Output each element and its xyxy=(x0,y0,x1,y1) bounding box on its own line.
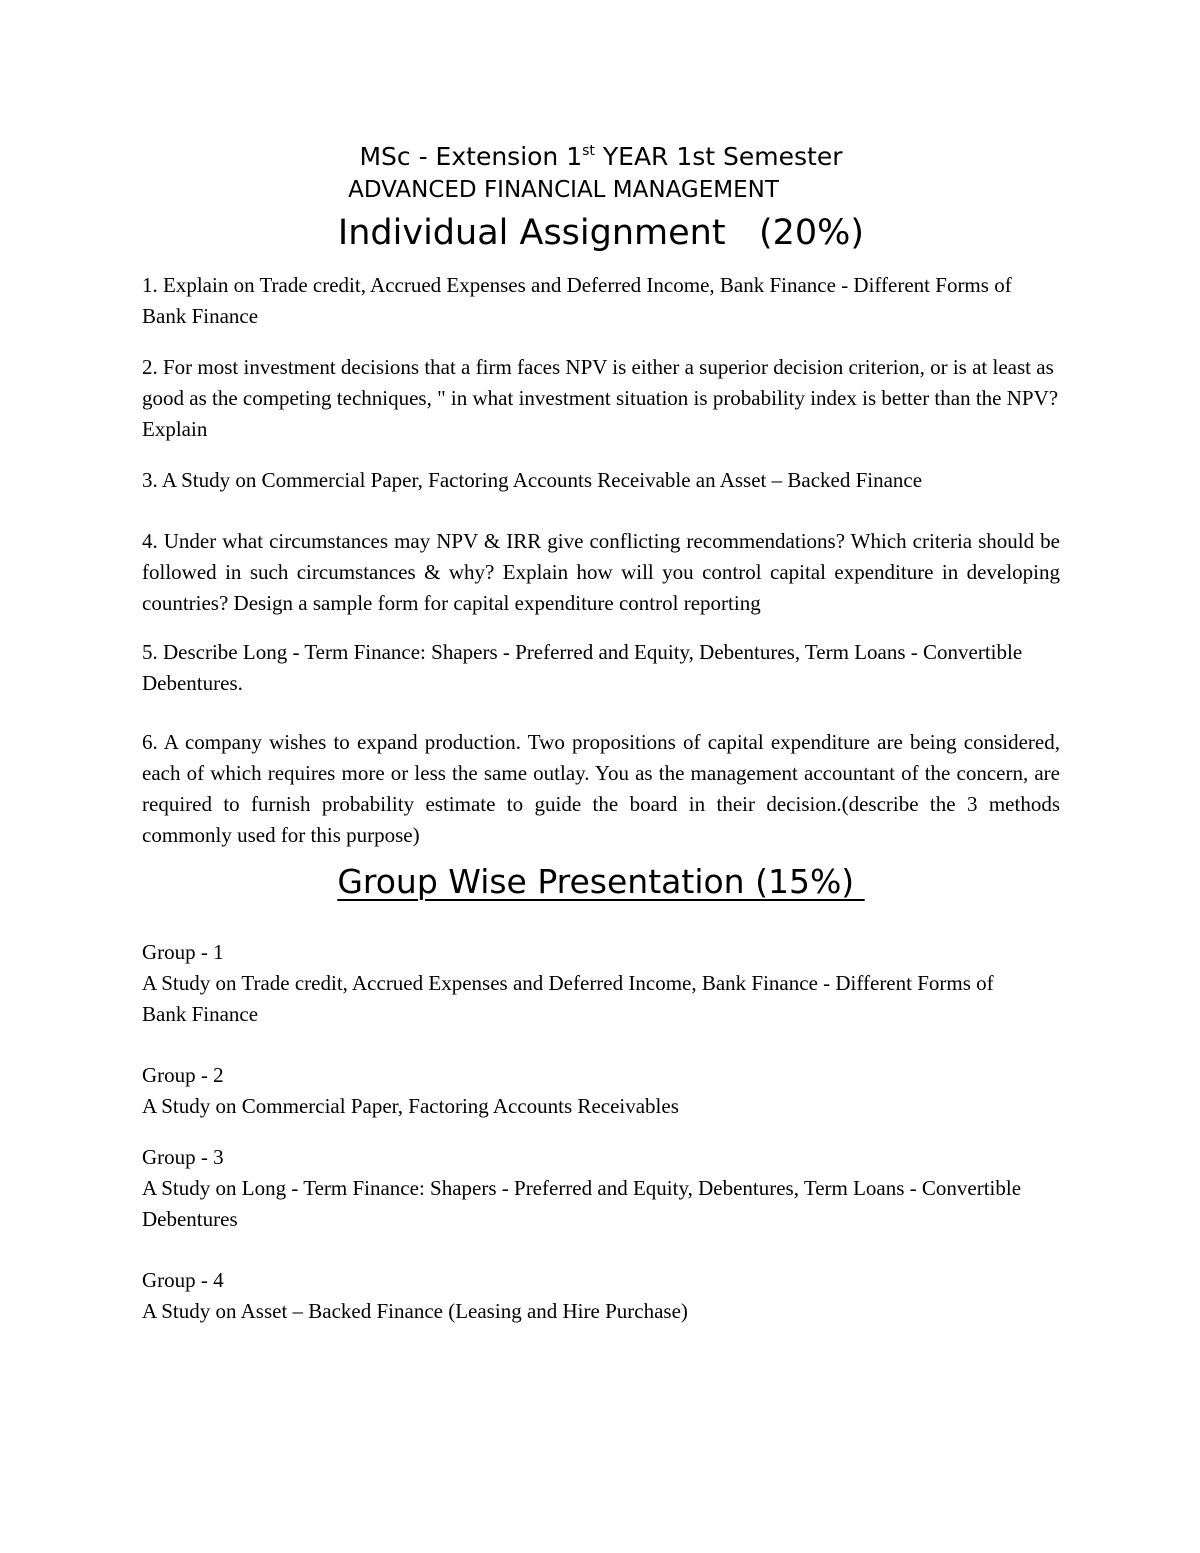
assignment-title: Individual Assignment (20%) xyxy=(337,213,865,253)
group-item xyxy=(142,937,1060,1030)
ordinal-superscript: st xyxy=(582,143,595,159)
document-header xyxy=(142,140,1060,258)
group-item xyxy=(142,1142,1060,1235)
question-2: 2. For most investment decisions that a firm faces NPV is either a superior decision criterion, or is at least as good as the competing techniques, " in what investment situation is probability index is better than the NPV? Explain xyxy=(142,355,1059,441)
question-3: 3. A Study on Commercial Paper, Factoring Accounts Receivable an Asset – Backed Finance xyxy=(142,468,923,492)
group-label: Group - 1 xyxy=(142,940,224,964)
question-4: 4. Under what circumstances may NPV & IRR give conflicting recommendations? Which criteria should be followed in such circumstances & why? Explain how will you control capital expenditure in developing countries? Design a sample form for capital expenditure control reporting xyxy=(142,529,1060,615)
program-title xyxy=(142,140,1060,174)
group-description: A Study on Asset – Backed Finance (Leasing and Hire Purchase) xyxy=(142,1299,688,1323)
question-5: 5. Describe Long - Term Finance: Shapers - Preferred and Equity, Debentures, Term Loans - Convertible Debentures. xyxy=(142,640,1023,695)
group-item xyxy=(142,1265,1060,1327)
group-section-title: Group Wise Presentation (15%) xyxy=(337,862,865,901)
group-item xyxy=(142,1060,1060,1122)
group-description: A Study on Trade credit, Accrued Expenses and Deferred Income, Bank Finance - Different Forms of Bank Finance xyxy=(142,971,994,1026)
group-label: Group - 2 xyxy=(142,1063,224,1087)
group-description: A Study on Commercial Paper, Factoring Accounts Receivables xyxy=(142,1094,679,1118)
document-page xyxy=(142,140,1060,1327)
group-label: Group - 4 xyxy=(142,1268,224,1292)
course-title: ADVANCED FINANCIAL MANAGEMENT xyxy=(348,177,779,203)
question-6: 6. A company wishes to expand production. Two propositions of capital expenditure are being considered, each of which requires more or less the same outlay. You as the management accountant of the concern, are required to furnish probability estimate to guide the board in their decision.(describe the 3 methods commonly used for this purpose) xyxy=(142,730,1060,847)
question-1: 1. Explain on Trade credit, Accrued Expenses and Deferred Income, Bank Finance - Different Forms of Bank Finance xyxy=(142,273,1012,328)
group-description: A Study on Long - Term Finance: Shapers - Preferred and Equity, Debentures, Term Loans - Convertible Debentures xyxy=(142,1176,1022,1231)
program-title-text: MSc - Extension 1 xyxy=(359,142,583,171)
group-label: Group - 3 xyxy=(142,1145,224,1169)
program-title-suffix: YEAR 1st Semester xyxy=(594,142,843,171)
